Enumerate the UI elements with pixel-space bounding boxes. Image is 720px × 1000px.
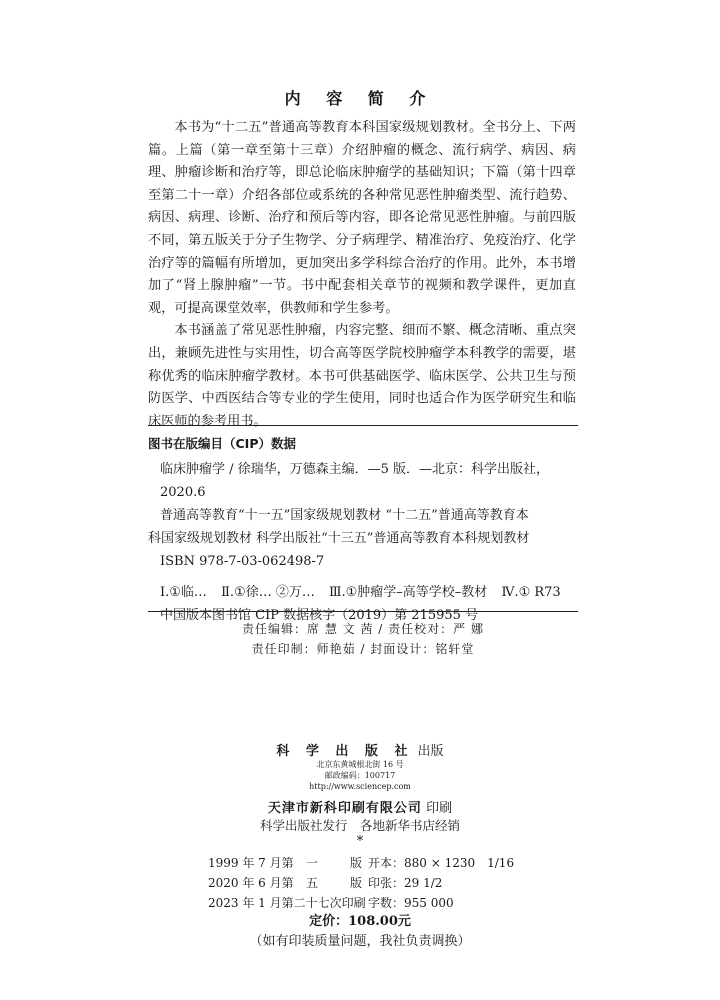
section-title: 内 容 简 介 bbox=[284, 89, 436, 108]
intro-paragraph: 本书为“十二五”普通高等教育本科国家级规划教材。全书分上、下两篇。上篇（第一章至第十三章）介绍肿瘤的概念、流行病学、病因、病理、肿瘤诊断和治疗等，即总论临床肿瘤学的基础知识；下篇（第十四章至第二十一章）介绍各部位或系统的各种常见恶性肿瘤类型、流行趋势、病因、病理、诊断、治疗和预后等内容，即各论常见恶性肿瘤。与前四版不同，第五版关于分子生物学、分子病理学、精准治疗、免疫治疗、化学治疗等的篇幅有所增加，更加突出多学科综合治疗的作用。此外，本书增加了“肾上腺肿瘤”一节。书中配套相关章节的视频和教学课件，更加直观，可提高课堂效率，供教师和学生参考。 bbox=[148, 120, 576, 316]
quality-notice: （如有印装质量问题，我社负责调换） bbox=[249, 934, 471, 949]
cip-title-line: 临床肿瘤学 / 徐瑞华，万德森主编．—5 版．—北京：科学出版社， bbox=[160, 462, 550, 477]
cip-verification: 中国版本图书馆 CIP 数据核字（2019）第 215955 号 bbox=[160, 608, 479, 623]
edition-number: 五 bbox=[305, 876, 318, 890]
publisher-name: 科 学 出 版 社 bbox=[276, 744, 414, 759]
edition-row bbox=[208, 873, 538, 893]
word-count: 字数：955 000 bbox=[368, 896, 454, 910]
printer-name: 天津市新科印刷有限公司 bbox=[267, 801, 422, 816]
printer-suffix: 印刷 bbox=[426, 801, 453, 816]
cip-classification bbox=[148, 581, 578, 604]
sheets-spec: 印张：29 1/2 bbox=[368, 876, 443, 890]
cip-block bbox=[148, 432, 578, 627]
edition-date: 2020 年 6 月第 bbox=[208, 876, 294, 890]
price: 定价：108.00元 bbox=[309, 914, 411, 929]
separator-star: * bbox=[356, 834, 364, 849]
cip-heading: 图书在版编目（CIP）数据 bbox=[148, 436, 296, 451]
classification-item: Ⅳ.① R73 bbox=[501, 585, 561, 600]
divider-top bbox=[148, 425, 578, 426]
intro-paragraph: 本书涵盖了常见恶性肿瘤，内容完整、细而不繁、概念清晰、重点突出，兼顾先进性与实用性，切合高等医学院校肿瘤学本科教学的需要，堪称优秀的临床肿瘤学教材。本书可供基础医学、临床医学、公共卫生与预防医学、中西医结合等专业的学生使用，同时也适合作为医学研究生和临床医师的参考用书。 bbox=[148, 323, 576, 429]
printer bbox=[0, 797, 720, 816]
publisher bbox=[0, 740, 720, 759]
cip-date: 2020.6 bbox=[160, 485, 206, 500]
staff-production: 责任印制：师艳茹 / 封面设计：铭轩堂 bbox=[251, 642, 475, 656]
printing-date: 2023 年 1 月第二十七次印刷 bbox=[208, 896, 366, 910]
publisher-address: 北京东黄城根北街 16 号 bbox=[316, 760, 404, 769]
format-spec: 开本：880 × 1230 1/16 bbox=[368, 856, 515, 870]
edition-number: 一 bbox=[305, 856, 318, 870]
classification-item: Ⅲ.①肿瘤学–高等学校–教材 bbox=[328, 585, 488, 600]
edition-row bbox=[208, 853, 538, 873]
edition-unit: 版 bbox=[349, 876, 362, 890]
publisher-suffix: 出版 bbox=[417, 744, 444, 759]
distribution: 科学出版社发行 各地新华书店经销 bbox=[259, 818, 460, 833]
publication-details bbox=[208, 853, 538, 913]
publisher-url: http://www.sciencep.com bbox=[309, 782, 411, 791]
publisher-postcode: 邮政编码：100717 bbox=[324, 771, 396, 780]
cip-series-line: 科国家级规划教材 科学出版社“十三五”普通高等教育本科规划教材 bbox=[148, 531, 530, 546]
divider-bottom bbox=[148, 611, 578, 612]
introduction bbox=[148, 117, 576, 433]
edition-date: 1999 年 7 月第 bbox=[208, 856, 294, 870]
cip-series-line: 普通高等教育“十一五”国家级规划教材 “十二五”普通高等教育本 bbox=[160, 508, 529, 523]
classification-item: Ⅱ.①徐… ②万… bbox=[221, 585, 315, 600]
edition-unit: 版 bbox=[349, 856, 362, 870]
classification-item: Ⅰ.①临… bbox=[160, 585, 207, 600]
staff-editors: 责任编辑：席 慧 文 茜 / 责任校对：严 娜 bbox=[242, 622, 484, 636]
cip-isbn: ISBN 978-7-03-062498-7 bbox=[160, 554, 325, 569]
